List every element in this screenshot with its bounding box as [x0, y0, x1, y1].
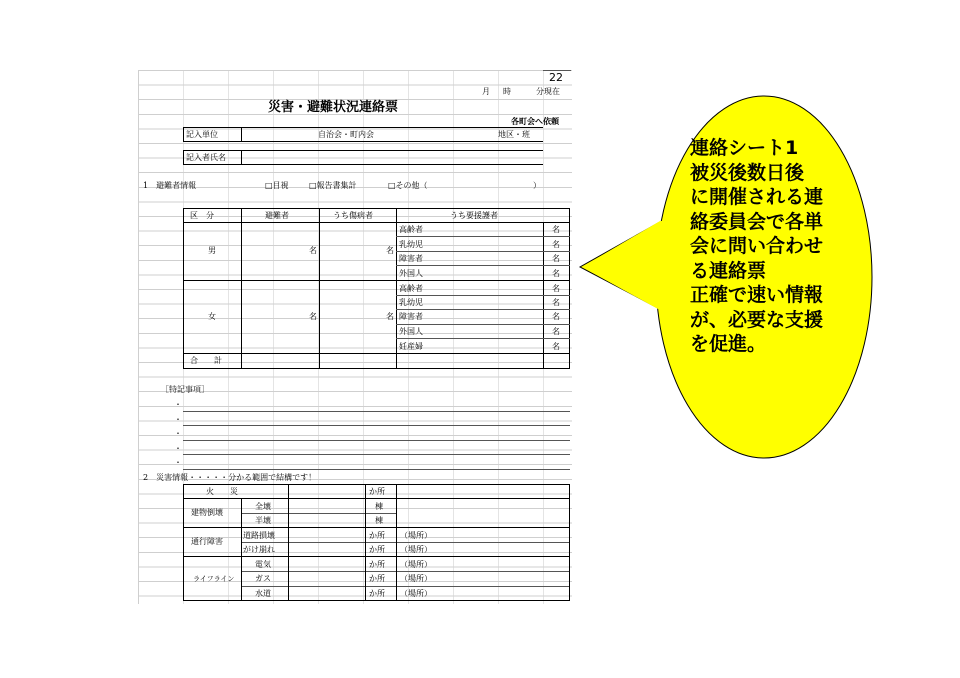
- callout-text: [690, 136, 870, 357]
- unit-row-divider: [241, 127, 242, 142]
- s1-sub-line: [396, 309, 570, 310]
- note-bullet: ・: [174, 400, 182, 409]
- person-row-divider: [241, 150, 242, 165]
- s2-right: [569, 484, 570, 601]
- s2-r4: [241, 542, 570, 543]
- unit-label-cell: 名: [552, 327, 560, 336]
- header-category: 区 分: [190, 211, 214, 220]
- callout-line: 絡委員会で各単: [690, 210, 824, 233]
- s1-sub-line: [396, 265, 570, 266]
- male-injured-unit: 名: [386, 246, 394, 255]
- s1-sub-line: [396, 324, 570, 325]
- gas-unit: か所: [369, 574, 385, 583]
- notes-label: ［特記事項］: [161, 385, 209, 394]
- callout-line: 会に問い合わせ: [690, 235, 824, 257]
- s1-sub-line: [396, 338, 570, 339]
- month-label: 月: [482, 87, 490, 96]
- road-damage-unit: か所: [369, 531, 385, 540]
- male-evacuees-unit: 名: [309, 246, 317, 255]
- gas-place: （場所）: [400, 574, 432, 583]
- female-evacuees-unit: 名: [309, 312, 317, 321]
- note-line: [183, 469, 570, 470]
- male-label: 男: [208, 246, 216, 255]
- callout-line: 連絡シート1: [690, 137, 799, 159]
- s1-right: [569, 208, 570, 369]
- female-injured-unit: 名: [386, 312, 394, 321]
- female-sub-elderly: 高齢者: [399, 284, 423, 293]
- minute-label: 分現在: [536, 87, 560, 96]
- header-evacuees: 避難者: [265, 211, 289, 220]
- option-visual[interactable]: □目視: [265, 181, 289, 190]
- unit-label-cell: 名: [552, 342, 560, 351]
- unit-label-cell: 名: [552, 284, 560, 293]
- note-bullet: ・: [174, 458, 182, 467]
- note-line: [183, 411, 570, 412]
- female-sub-foreign: 外国人: [399, 327, 423, 336]
- s1-left: [183, 208, 184, 369]
- half-collapse-label: 半壊: [255, 516, 271, 525]
- unit-row-left: [183, 127, 184, 142]
- section1-label: 1 避難者情報: [143, 181, 197, 190]
- header-injured: うち傷病者: [333, 211, 373, 220]
- s2-top: [183, 484, 570, 485]
- note-line: [183, 454, 570, 455]
- unit-label: 記入単位: [186, 130, 218, 139]
- water-unit: か所: [369, 589, 385, 598]
- s2-col2: [288, 484, 289, 601]
- total-label: 合 計: [190, 356, 222, 365]
- female-sub-infant: 乳幼児: [399, 298, 423, 307]
- s2-r7: [241, 586, 570, 587]
- option-other[interactable]: □その他（: [388, 181, 428, 190]
- road-damage-place: （場所）: [400, 531, 432, 540]
- traffic-label: 通行障害: [191, 537, 223, 546]
- fire-unit: か所: [369, 487, 385, 496]
- half-collapse-unit: 棟: [375, 516, 383, 525]
- female-sub-pregnant: 妊産婦: [399, 342, 423, 351]
- unit-label-cell: 名: [552, 269, 560, 278]
- lifeline-label: ライフライン: [193, 575, 235, 583]
- district-label: 地区・班: [498, 130, 530, 139]
- option-report[interactable]: □報告書集計: [309, 181, 357, 190]
- callout-pointer: [578, 215, 698, 315]
- header-support: うち要援護者: [450, 211, 498, 220]
- note-line: [183, 425, 570, 426]
- option-other-close: ）: [533, 181, 541, 190]
- unit-label-cell: 名: [552, 254, 560, 263]
- note-line: [183, 440, 570, 441]
- callout-line: 被災後数日後: [690, 161, 805, 184]
- s2-r2: [241, 513, 396, 514]
- callout-line: を促進。: [690, 333, 767, 355]
- full-collapse-label: 全壊: [255, 502, 271, 511]
- note-bullet: ・: [174, 429, 182, 438]
- s1-sub-line: [396, 251, 570, 252]
- unit-label-cell: 名: [552, 312, 560, 321]
- s2-col4: [396, 484, 397, 601]
- s1-col3: [396, 208, 397, 369]
- section2-label: 2 災害情報・・・・・分かる範囲で結構です！: [143, 473, 317, 482]
- electric-place: （場所）: [400, 560, 432, 569]
- building-label: 建物倒壊: [191, 508, 223, 517]
- full-collapse-unit: 棟: [375, 502, 383, 511]
- s1-sub-line: [396, 295, 570, 296]
- s2-col3: [365, 484, 366, 601]
- day-number: 22: [549, 71, 563, 84]
- s1-col1: [241, 208, 242, 369]
- s2-r6: [241, 571, 570, 572]
- callout-line: に開催される連: [690, 186, 824, 208]
- association-label: 自治会・町内会: [318, 130, 374, 139]
- person-row-bottom: [183, 164, 543, 165]
- water-place: （場所）: [400, 589, 432, 598]
- electric-unit: か所: [369, 560, 385, 569]
- unit-label-cell: 名: [552, 225, 560, 234]
- road-damage-label: 道路損壊: [243, 531, 275, 540]
- male-sub-foreign: 外国人: [399, 269, 423, 278]
- fire-label: 火 災: [206, 487, 238, 496]
- hour-label: 時: [503, 87, 511, 96]
- unit-row-top: [183, 127, 543, 128]
- note-bullet: ・: [174, 444, 182, 453]
- person-row-top: [183, 150, 543, 151]
- callout-line: る連絡票: [690, 259, 767, 282]
- male-sub-infant: 乳幼児: [399, 240, 423, 249]
- gas-label: ガス: [255, 574, 271, 583]
- unit-label-cell: 名: [552, 298, 560, 307]
- unit-label-cell: 名: [552, 240, 560, 249]
- form-title: 災害・避難状況連絡票: [268, 100, 399, 115]
- s2-col1: [241, 498, 242, 601]
- cliff-collapse-place: （場所）: [400, 545, 432, 554]
- female-sub-disabled: 障害者: [399, 312, 423, 321]
- water-label: 水道: [255, 589, 271, 598]
- unit-row-bottom: [183, 141, 543, 142]
- male-sub-disabled: 障害者: [399, 254, 423, 263]
- request-label: 各町会へ依頼: [511, 117, 559, 126]
- callout-line: 正確で速い情報: [690, 284, 824, 306]
- electric-label: 電気: [255, 560, 271, 569]
- person-label: 記入者氏名: [186, 153, 226, 162]
- female-label: 女: [208, 312, 216, 321]
- cliff-collapse-unit: か所: [369, 545, 385, 554]
- person-row-left: [183, 150, 184, 165]
- s2-left: [183, 484, 184, 601]
- s1-col2: [319, 208, 320, 369]
- callout-line: が、必要な支援: [690, 308, 824, 331]
- s1-sub-line: [396, 236, 570, 237]
- cliff-collapse-label: がけ崩れ: [243, 545, 275, 554]
- male-sub-elderly: 高齢者: [399, 225, 423, 234]
- note-bullet: ・: [174, 415, 182, 424]
